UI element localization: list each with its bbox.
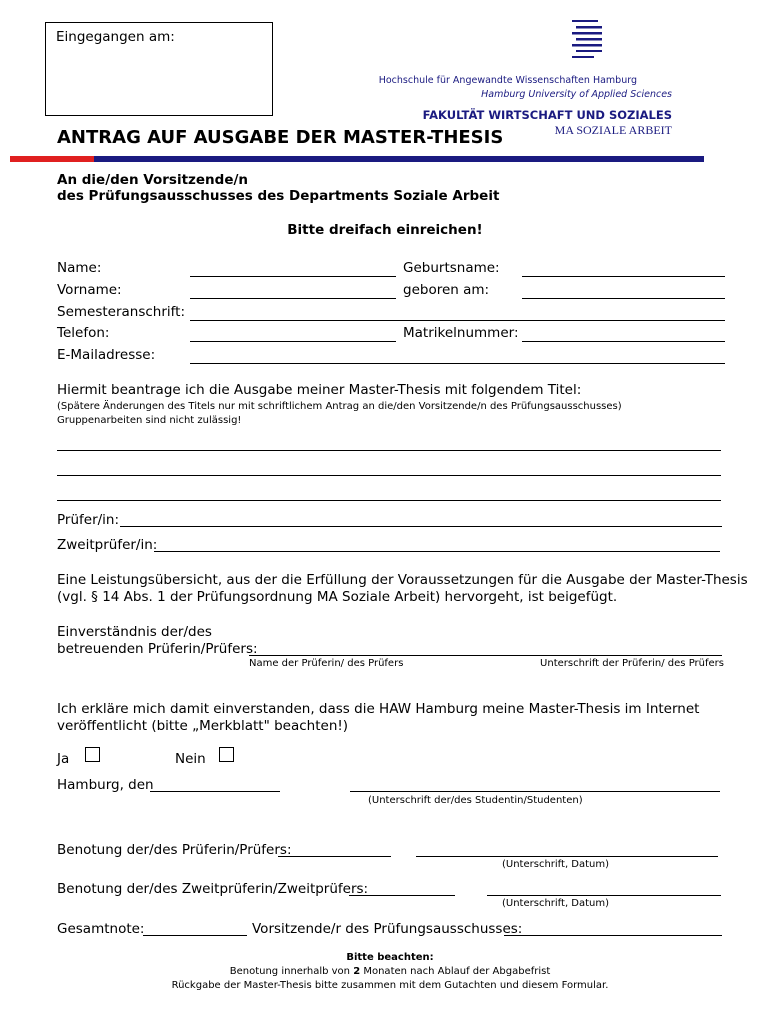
publish-line-1: Ich erkläre mich damit einverstanden, dass die HAW Hamburg meine Master-Thesis im Internet — [57, 701, 700, 717]
haw-logo-icon — [572, 20, 612, 60]
yes-checkbox[interactable] — [85, 747, 100, 762]
first-name-field[interactable] — [190, 298, 396, 299]
footer-line-1-num: 2 — [353, 966, 361, 977]
consent-line-2: betreuenden Prüferin/Prüfers: — [57, 641, 258, 657]
born-on-field[interactable] — [522, 298, 725, 299]
thesis-title-line-2[interactable] — [57, 475, 721, 476]
name-label: Name: — [57, 260, 102, 276]
institution-name-en: Hamburg University of Applied Sciences — [481, 89, 672, 100]
chair-sign-field[interactable] — [504, 935, 722, 936]
no-label: Nein — [175, 751, 206, 767]
no-checkbox[interactable] — [219, 747, 234, 762]
second-examiner-field[interactable] — [154, 551, 720, 552]
grade-examiner-field[interactable] — [278, 856, 391, 857]
semester-address-label: Semesteranschrift: — [57, 304, 186, 320]
thesis-title-line-3[interactable] — [57, 500, 721, 501]
thesis-title-line-1[interactable] — [57, 450, 721, 451]
total-grade-label: Gesamtnote: — [57, 921, 145, 937]
thesis-request: Hiermit beantrage ich die Ausgabe meiner Master-Thesis mit folgendem Titel: — [57, 382, 582, 398]
grade-sign-caption-1: (Unterschrift, Datum) — [502, 859, 610, 870]
consent-line-1: Einverständnis der/des — [57, 624, 212, 640]
semester-address-field[interactable] — [190, 320, 725, 321]
accent-bar-red — [10, 156, 94, 162]
student-sign-field[interactable] — [350, 791, 720, 792]
consent-name-caption: Name der Prüferin/ des Prüfers — [249, 658, 404, 669]
birth-name-field[interactable] — [522, 276, 725, 277]
program-name: MA SOZIALE ARBEIT — [554, 123, 672, 137]
overview-line-2: (vgl. § 14 Abs. 1 der Prüfungsordnung MA Soziale Arbeit) hervorgeht, ist beigefügt. — [57, 589, 618, 605]
footer-line-1 — [0, 966, 770, 977]
overview-line-1: Eine Leistungsübersicht, aus der die Erfüllung der Voraussetzungen für die Ausgabe der Master-Thesis — [57, 572, 748, 588]
thesis-note-1: (Spätere Änderungen des Titels nur mit schriftlichem Antrag an die/den Vorsitzende/n des Prüfungsausschusses) — [57, 401, 622, 412]
phone-field[interactable] — [190, 341, 396, 342]
submit-note: Bitte dreifach einreichen! — [287, 222, 483, 238]
born-on-label: geboren am: — [403, 282, 490, 298]
birth-name-label: Geburtsname: — [403, 260, 500, 276]
form-title: ANTRAG AUF AUSGABE DER MASTER-THESIS — [57, 127, 504, 148]
matriculation-label: Matrikelnummer: — [403, 325, 519, 341]
examiner-field[interactable] — [120, 526, 722, 527]
email-field[interactable] — [190, 363, 725, 364]
grade-sign-caption-2: (Unterschrift, Datum) — [502, 898, 610, 909]
grade-second-sign-field[interactable] — [487, 895, 721, 896]
student-sign-caption: (Unterschrift der/des Studentin/Studenten) — [368, 795, 583, 806]
matriculation-field[interactable] — [522, 341, 725, 342]
grade-examiner-sign-field[interactable] — [416, 856, 718, 857]
first-name-label: Vorname: — [57, 282, 122, 298]
yes-label: Ja — [57, 751, 70, 767]
grade-examiner-label: Benotung der/des Prüferin/Prüfers: — [57, 842, 292, 858]
chair-label: Vorsitzende/r des Prüfungsausschusses: — [252, 921, 523, 937]
footer-title: Bitte beachten: — [346, 952, 434, 963]
phone-label: Telefon: — [57, 325, 110, 341]
place-date-field[interactable] — [150, 791, 280, 792]
total-grade-field[interactable] — [143, 935, 247, 936]
second-examiner-label: Zweitprüfer/in: — [57, 537, 158, 553]
name-field[interactable] — [190, 276, 396, 277]
examiner-label: Prüfer/in: — [57, 512, 120, 528]
received-label: Eingegangen am: — [56, 29, 175, 45]
accent-bar-blue — [94, 156, 704, 162]
footer-line-2: Rückgabe der Master-Thesis bitte zusammen mit dem Gutachten und diesem Formular. — [171, 980, 609, 991]
thesis-note-2: Gruppenarbeiten sind nicht zulässig! — [57, 415, 242, 426]
footer-line-1-post: Monaten nach Ablauf der Abgabefrist — [360, 966, 551, 977]
publish-line-2: veröffentlicht (bitte „Merkblatt" beachten!) — [57, 718, 349, 734]
consent-sign-caption: Unterschrift der Prüferin/ des Prüfers — [540, 658, 724, 669]
grade-second-field[interactable] — [349, 895, 455, 896]
institution-name-de: Hochschule für Angewandte Wissenschaften Hamburg — [378, 75, 637, 86]
addressee-line2: des Prüfungsausschusses des Departments Soziale Arbeit — [57, 188, 500, 204]
grade-second-label: Benotung der/des Zweitprüferin/Zweitprüfers: — [57, 881, 369, 897]
consent-field[interactable] — [249, 655, 722, 656]
footer-line-1-pre: Benotung innerhalb von — [229, 966, 354, 977]
place-date-label: Hamburg, den — [57, 777, 154, 793]
email-label: E-Mailadresse: — [57, 347, 156, 363]
addressee-line1: An die/den Vorsitzende/n — [57, 172, 249, 188]
faculty-name: FAKULTÄT WIRTSCHAFT UND SOZIALES — [422, 108, 672, 122]
